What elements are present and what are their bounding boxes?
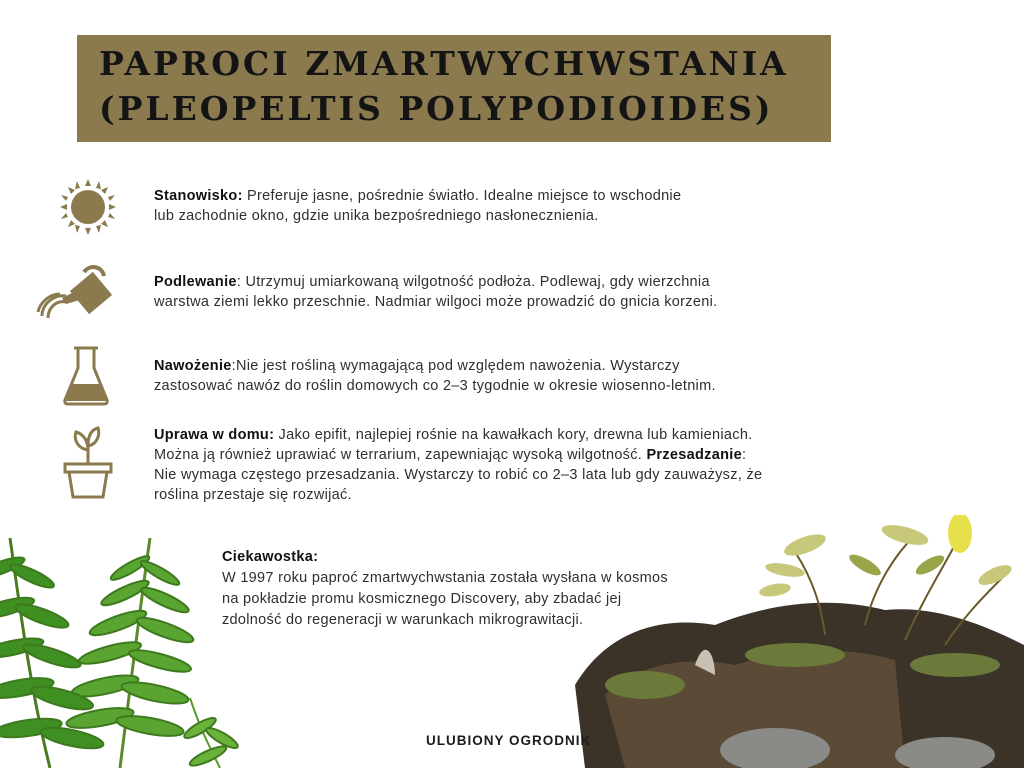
title-line-2: (PLEOPELTIS POLYPODIOIDES) xyxy=(99,89,774,128)
flask-icon xyxy=(62,346,110,406)
fun-fact-line-1: W 1997 roku paproć zmartwychwstania została wysłana w kosmos xyxy=(222,570,668,586)
section-uprawa-colon: : xyxy=(741,447,747,463)
section-podlewanie-text-1: : Utrzymuj umiarkowaną wilgotność podłoża. Podlewaj, gdy wierzchnia xyxy=(236,274,710,290)
section-nawozenie-line-1 xyxy=(154,356,716,376)
section-podlewanie xyxy=(154,272,717,312)
section-stanowisko-text-1: Preferuje jasne, pośrednie światło. Idealne miejsce to wschodnie xyxy=(242,188,682,204)
section-uprawa-label: Uprawa w domu: xyxy=(154,427,275,443)
section-stanowisko-line-1 xyxy=(154,186,681,206)
section-uprawa-line-4: roślina przestaje się rozwijać. xyxy=(154,487,352,503)
section-podlewanie-label: Podlewanie xyxy=(154,274,237,290)
section-uprawa-line-1 xyxy=(154,425,762,445)
title-line-1: PAPROCI ZMARTWYCHWSTANIA xyxy=(99,44,789,83)
watering-can-icon xyxy=(36,264,112,320)
resurrection-fern-illustration xyxy=(565,515,1024,768)
section-uprawa-line-3: Nie wymaga częstego przesadzania. Wystarczy to robić co 2–3 lata lub gdy zauważysz, że xyxy=(154,467,763,483)
section-nawozenie-label: Nawożenie xyxy=(154,358,232,374)
section-uprawa-text-1: Jako epifit, najlepiej rośnie na kawałkach kory, drewna lub kamieniach. xyxy=(274,427,753,443)
section-nawozenie-line-2: zastosować nawóz do roślin domowych co 2–3 tygodnie w okresie wiosenno-letnim. xyxy=(154,378,716,394)
section-stanowisko xyxy=(154,186,681,226)
section-nawozenie xyxy=(154,356,716,396)
potted-plant-icon xyxy=(62,424,114,500)
section-stanowisko-label: Stanowisko: xyxy=(154,188,243,204)
section-nawozenie-text-1: :Nie jest rośliną wymagającą pod względem nawożenia. Wystarczy xyxy=(231,358,680,374)
section-uprawa-line-2 xyxy=(154,445,762,465)
section-podlewanie-line-2: warstwa ziemi lekko przeschnie. Nadmiar wilgoci może prowadzić do gnicia korzeni. xyxy=(154,294,718,310)
footer-brand: ULUBIONY OGRODNIK xyxy=(426,733,592,748)
fun-fact-line-3: zdolność do regeneracji w warunkach mikrograwitacji. xyxy=(222,612,584,628)
fun-fact-line-2: na pokładzie promu kosmicznego Discovery, aby zbadać jej xyxy=(222,591,622,607)
section-podlewanie-line-1 xyxy=(154,272,717,292)
section-uprawa xyxy=(154,425,762,505)
section-stanowisko-line-2: lub zachodnie okno, gdzie unika bezpośredniego nasłonecznienia. xyxy=(154,208,599,224)
sun-icon xyxy=(58,178,118,236)
title-banner xyxy=(77,35,831,142)
section-przesadzanie-label: Przesadzanie xyxy=(646,447,742,463)
fun-fact-label: Ciekawostka: xyxy=(222,549,319,565)
section-uprawa-text-2: Można ją również uprawiać w terrarium, zapewniając wysoką wilgotność. xyxy=(154,447,647,463)
fern-illustration xyxy=(0,528,250,768)
